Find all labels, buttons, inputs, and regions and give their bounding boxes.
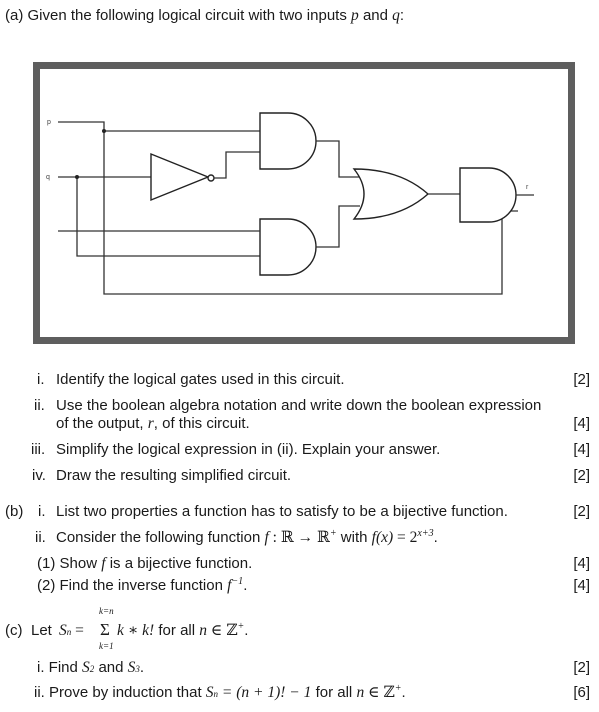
and-word: and xyxy=(362,7,388,24)
c-q1-end: . xyxy=(139,659,145,676)
part-a-text: Given the following logical circuit with two inputs xyxy=(27,7,347,24)
b-sub2-exp: −1 xyxy=(231,576,244,587)
and-gate-bottom xyxy=(260,219,316,275)
b-sub2-text: Find the inverse function xyxy=(59,577,223,594)
c-sn-sub: n xyxy=(66,627,72,637)
b-sub1-text: Show xyxy=(59,555,98,572)
c-q2-s: S xyxy=(205,684,214,701)
c-eq: = xyxy=(71,622,84,639)
c-q2 xyxy=(34,684,406,704)
b-sub2 xyxy=(37,577,247,597)
b-q2-line xyxy=(56,529,438,549)
c-q2-text: Prove by induction that xyxy=(49,684,202,701)
c-q2-for-all: for all xyxy=(315,684,353,701)
b-sub2-num: (2) xyxy=(37,577,56,594)
a-q2-marks: [4] xyxy=(573,415,590,432)
part-b-label: (b) xyxy=(5,503,24,520)
b-sub1-num: (1) xyxy=(37,555,56,572)
circuit-svg xyxy=(40,69,568,337)
b-sub2-var: f xyxy=(227,577,232,594)
b-q2-fx: f(x) xyxy=(371,529,394,546)
b-q2-with: with xyxy=(340,529,368,546)
a-q2-num: ii. xyxy=(34,397,45,414)
b-q2-eq: = 2 xyxy=(393,529,418,546)
b-sub1-var: f xyxy=(101,555,106,572)
input-p-label: p xyxy=(47,119,51,126)
b-sub1-marks: [4] xyxy=(573,555,590,572)
b-q2-end: . xyxy=(433,529,438,546)
a-q2-line2-b: , of this circuit. xyxy=(153,415,250,432)
b-sub1 xyxy=(37,555,252,573)
part-a-label: (a) xyxy=(5,7,24,24)
var-q: q xyxy=(392,7,400,24)
b-q2-plus: + xyxy=(329,528,337,539)
a-q1-text: Identify the logical gates used in this circuit. xyxy=(56,371,345,388)
a-q3-text: Simplify the logical expression in (ii). Explain your answer. xyxy=(56,441,441,458)
output-r-label: r xyxy=(526,184,529,191)
b-q2-func: f xyxy=(264,529,269,546)
c-q1-marks: [2] xyxy=(573,659,590,676)
c-q2-marks: [6] xyxy=(573,684,590,701)
b-q2-num: ii. xyxy=(35,529,46,546)
junction-p xyxy=(102,129,106,133)
b-q2-exp: x+3 xyxy=(417,528,434,539)
c-q2-s-sub: n xyxy=(213,689,219,699)
c-q1-num: i. xyxy=(37,659,45,676)
c-in-z: ∈ ℤ xyxy=(207,622,238,639)
a-q2-var-r: r xyxy=(147,415,154,432)
a-q4-marks: [2] xyxy=(573,467,590,484)
b-sub2-marks: [4] xyxy=(573,577,590,594)
c-q2-end: . xyxy=(401,684,406,701)
sum-sign: Σ xyxy=(100,620,110,639)
b-q2-text: Consider the following function xyxy=(56,529,261,546)
a-q1-num: i. xyxy=(37,371,45,388)
b-q2-map: : ℝ → ℝ xyxy=(268,529,330,546)
c-q2-expr-rest: = (n + 1)! − 1 xyxy=(218,684,312,701)
junction-q xyxy=(75,175,79,179)
c-sum-body: k ∗ k! xyxy=(117,622,155,639)
c-q2-in: ∈ ℤ xyxy=(364,684,395,701)
input-q-label: q xyxy=(46,174,50,181)
sum-top-limit: k=n xyxy=(99,606,114,616)
wire-and2-to-or xyxy=(316,206,360,247)
part-c-label: (c) xyxy=(5,622,23,639)
c-q2-plus: + xyxy=(394,683,402,694)
a-q3-marks: [4] xyxy=(573,441,590,458)
colon: : xyxy=(399,7,405,24)
b-sub2-end: . xyxy=(243,577,248,594)
b-sub1-text2: is a bijective function. xyxy=(109,555,253,572)
c-end: . xyxy=(244,622,249,639)
a-q2-line2-a: of the output, xyxy=(56,415,144,432)
b-q1-num: i. xyxy=(38,503,46,520)
sum-bottom-limit: k=1 xyxy=(99,641,114,651)
c-sn-s: S xyxy=(59,622,67,639)
c-q1-s2: S xyxy=(82,659,90,676)
c-q2-n: n xyxy=(356,684,365,701)
c-q1-s3-sub: 3 xyxy=(135,664,140,674)
c-let: Let xyxy=(31,622,52,639)
a-q2-text-line1: Use the boolean algebra notation and write down the boolean expression xyxy=(56,397,542,414)
or-gate xyxy=(354,169,428,219)
c-q1-text: Find xyxy=(48,659,78,676)
not-gate xyxy=(151,154,208,200)
part-a-header xyxy=(5,7,404,25)
b-q1-text: List two properties a function has to satisfy to be a bijective function. xyxy=(56,503,508,520)
wire-and1-to-or xyxy=(316,141,360,177)
c-z-plus: + xyxy=(237,621,245,632)
a-q2-text-line2 xyxy=(56,415,250,433)
c-q1-s3: S xyxy=(127,659,136,676)
c-sn xyxy=(59,622,84,641)
a-q1-marks: [2] xyxy=(573,371,590,388)
and-gate-output xyxy=(460,168,516,222)
circuit-diagram xyxy=(33,62,575,344)
not-gate-bubble xyxy=(208,175,214,181)
c-q1-and: and xyxy=(98,659,124,676)
c-n-var: n xyxy=(199,622,207,639)
a-q4-num: iv. xyxy=(32,467,46,484)
a-q4-text: Draw the resulting simplified circuit. xyxy=(56,467,292,484)
c-for-all: for all xyxy=(158,622,196,639)
wire-not-to-and1 xyxy=(214,152,260,178)
c-q1 xyxy=(37,659,144,678)
c-q1-s2-sub: 2 xyxy=(89,664,95,674)
a-q3-num: iii. xyxy=(31,441,46,458)
b-q1-marks: [2] xyxy=(573,503,590,520)
and-gate-top xyxy=(260,113,316,169)
c-q2-num: ii. xyxy=(34,684,45,701)
c-sum-rest xyxy=(117,622,248,642)
var-p: p xyxy=(351,7,359,24)
